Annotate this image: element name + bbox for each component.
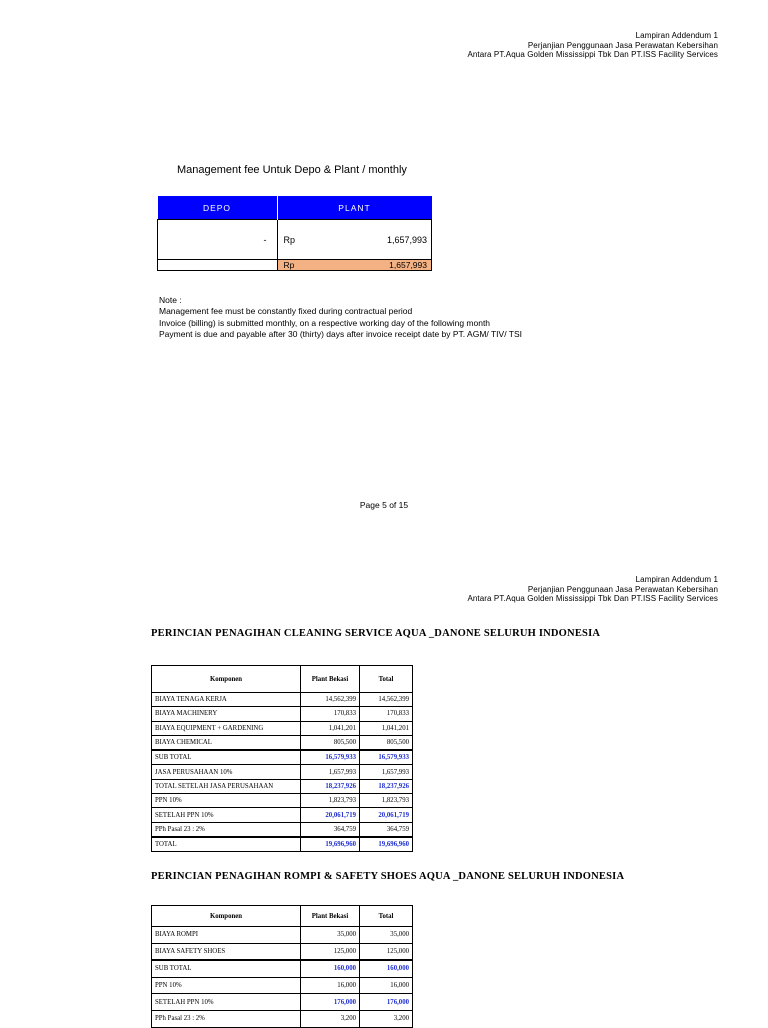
col-komponen: Komponen xyxy=(152,906,301,927)
row-total: 125,000 xyxy=(360,943,413,960)
table-row xyxy=(152,707,413,721)
management-fee-title: Management fee Untuk Depo & Plant / monthly xyxy=(177,164,407,176)
total-currency: Rp xyxy=(277,260,314,271)
cleaning-section-title: PERINCIAN PENAGIHAN CLEANING SERVICE AQUA _DANONE SELURUH INDONESIA xyxy=(151,628,601,639)
header-line-3: Antara PT.Aqua Golden Mississippi Tbk Dan PT.ISS Facility Services xyxy=(467,594,718,604)
col-total: Total xyxy=(360,666,413,693)
cleaning-body xyxy=(152,693,413,852)
row-label: TOTAL xyxy=(152,837,301,852)
row-label: SETELAH PPN 10% xyxy=(152,808,301,822)
page-number: Page 5 of 15 xyxy=(359,500,409,510)
row-plant: 16,000 xyxy=(301,977,360,994)
table-row xyxy=(152,943,413,960)
page-header-2 xyxy=(467,575,718,604)
row-total: 18,237,926 xyxy=(360,779,413,793)
header-line-1: Lampiran Addendum 1 xyxy=(635,31,718,40)
row-total: 160,000 xyxy=(360,960,413,977)
row-label: BIAYA EQUIPMENT + GARDENING xyxy=(152,721,301,735)
table-row xyxy=(152,693,413,707)
row-total: 16,579,933 xyxy=(360,750,413,765)
row-total: 19,696,960 xyxy=(360,837,413,852)
table-row xyxy=(152,1010,413,1027)
management-fee-header-row xyxy=(158,196,432,220)
row-total: 3,200 xyxy=(360,1010,413,1027)
row-label: BIAYA ROMPI xyxy=(152,927,301,944)
rompi-body xyxy=(152,927,413,1028)
depo-total xyxy=(158,260,278,271)
notes-line-3: Payment is due and payable after 30 (thirty) days after invoice receipt date by PT. AGM/ TIV/ TSI xyxy=(159,328,523,339)
page-header xyxy=(467,31,718,60)
depo-header: DEPO xyxy=(158,196,278,220)
row-total: 16,000 xyxy=(360,977,413,994)
notes xyxy=(159,295,522,340)
management-fee-total-row xyxy=(158,260,432,271)
row-label: TOTAL SETELAH JASA PERUSAHAAN xyxy=(152,779,301,793)
table-row xyxy=(152,779,413,793)
table-row xyxy=(152,977,413,994)
row-label: PPh Pasal 23 : 2% xyxy=(152,822,301,837)
row-plant: 3,200 xyxy=(301,1010,360,1027)
table-row xyxy=(152,794,413,808)
row-total: 1,823,793 xyxy=(360,794,413,808)
col-plant-bekasi: Plant Bekasi xyxy=(301,666,360,693)
row-label: SUB TOTAL xyxy=(152,750,301,765)
row-plant: 16,579,933 xyxy=(301,750,360,765)
row-total: 20,061,719 xyxy=(360,808,413,822)
table-row xyxy=(152,927,413,944)
total-value: 1,657,993 xyxy=(314,260,432,271)
row-plant: 805,500 xyxy=(301,735,360,750)
row-plant: 1,823,793 xyxy=(301,794,360,808)
row-plant: 20,061,719 xyxy=(301,808,360,822)
row-plant: 125,000 xyxy=(301,943,360,960)
table-row xyxy=(152,735,413,750)
row-total: 14,562,399 xyxy=(360,693,413,707)
table-row xyxy=(152,822,413,837)
row-label: BIAYA CHEMICAL xyxy=(152,735,301,750)
row-label: SUB TOTAL xyxy=(152,960,301,977)
row-total: 1,041,201 xyxy=(360,721,413,735)
col-total: Total xyxy=(360,906,413,927)
notes-line-1: Management fee must be constantly fixed during contractual period xyxy=(159,306,413,317)
row-plant: 14,562,399 xyxy=(301,693,360,707)
cleaning-header-row xyxy=(152,666,413,693)
row-total: 35,000 xyxy=(360,927,413,944)
management-fee-table xyxy=(157,196,432,271)
table-row xyxy=(152,837,413,852)
col-plant-bekasi: Plant Bekasi xyxy=(301,906,360,927)
row-label: PPN 10% xyxy=(152,794,301,808)
row-label: BIAYA SAFETY SHOES xyxy=(152,943,301,960)
table-row xyxy=(152,721,413,735)
rompi-section-title: PERINCIAN PENAGIHAN ROMPI & SAFETY SHOES AQUA _DANONE SELURUH INDONESIA xyxy=(151,871,625,882)
table-row xyxy=(152,765,413,779)
row-label: JASA PERUSAHAAN 10% xyxy=(152,765,301,779)
plant-header: PLANT xyxy=(277,196,432,220)
row-label: PPN 10% xyxy=(152,977,301,994)
management-fee-value-row xyxy=(158,220,432,260)
row-label: BIAYA MACHINERY xyxy=(152,707,301,721)
plant-currency: Rp xyxy=(277,220,314,260)
row-plant: 35,000 xyxy=(301,927,360,944)
row-plant: 19,696,960 xyxy=(301,837,360,852)
row-label: PPh Pasal 23 : 2% xyxy=(152,1010,301,1027)
header-line-2: Perjanjian Penggunaan Jasa Perawatan Kebersihan xyxy=(527,40,718,50)
table-row xyxy=(152,808,413,822)
depo-value: - xyxy=(158,220,278,260)
col-komponen: Komponen xyxy=(152,666,301,693)
row-plant: 364,759 xyxy=(301,822,360,837)
header-line-1: Lampiran Addendum 1 xyxy=(635,575,718,584)
row-plant: 176,000 xyxy=(301,994,360,1011)
row-total: 170,833 xyxy=(360,707,413,721)
row-plant: 18,237,926 xyxy=(301,779,360,793)
row-plant: 160,000 xyxy=(301,960,360,977)
row-label: SETELAH PPN 10% xyxy=(152,994,301,1011)
rompi-table xyxy=(151,905,413,1028)
table-row xyxy=(152,994,413,1011)
row-plant: 170,833 xyxy=(301,707,360,721)
header-line-3: Antara PT.Aqua Golden Mississippi Tbk Dan PT.ISS Facility Services xyxy=(467,50,718,60)
notes-label: Note : xyxy=(159,295,182,305)
header-line-2: Perjanjian Penggunaan Jasa Perawatan Kebersihan xyxy=(527,584,718,594)
table-row xyxy=(152,750,413,765)
row-total: 1,657,993 xyxy=(360,765,413,779)
plant-value: 1,657,993 xyxy=(314,220,432,260)
cleaning-table xyxy=(151,665,413,852)
rompi-header-row xyxy=(152,906,413,927)
notes-line-2: Invoice (billing) is submitted monthly, on a respective working day of the following month xyxy=(159,317,491,328)
table-row xyxy=(152,960,413,977)
row-total: 364,759 xyxy=(360,822,413,837)
row-label: BIAYA TENAGA KERJA xyxy=(152,693,301,707)
row-plant: 1,657,993 xyxy=(301,765,360,779)
row-total: 805,500 xyxy=(360,735,413,750)
row-plant: 1,041,201 xyxy=(301,721,360,735)
row-total: 176,000 xyxy=(360,994,413,1011)
